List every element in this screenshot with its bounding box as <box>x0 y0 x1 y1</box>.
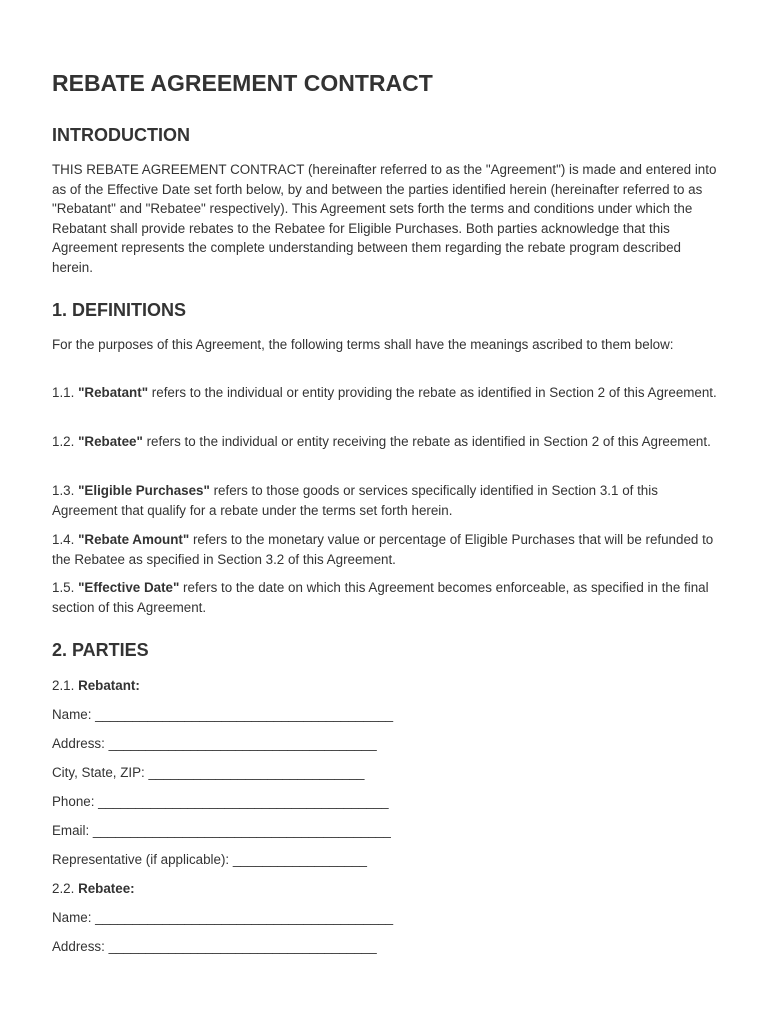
definition-term: "Eligible Purchases" <box>78 483 210 498</box>
subsection-number: 2.1. <box>52 678 79 693</box>
rebatee-subheading <box>52 879 135 899</box>
rebatant-representative-field: Representative (if applicable): __________________ <box>52 852 367 867</box>
definitions-heading: 1. DEFINITIONS <box>52 300 187 320</box>
definition-number: 1.5. <box>52 580 79 595</box>
definition-term: "Effective Date" <box>78 580 180 595</box>
definition-term: "Rebate Amount" <box>78 532 190 547</box>
rebatee-address-field: Address: ____________________________________ <box>52 939 377 954</box>
subsection-label: Rebatee: <box>78 881 135 896</box>
definition-item-eligible-purchases <box>52 481 722 520</box>
definition-number: 1.1. <box>52 385 79 400</box>
rebatee-name-field: Name: ________________________________________ <box>52 910 394 925</box>
definition-text: refers to the date on which this Agreement becomes enforceable, as specified in the final section of this Agreement. <box>52 580 709 615</box>
rebatant-city-state-zip-field: City, State, ZIP: _____________________________ <box>52 765 365 780</box>
rebatant-email-field: Email: ________________________________________ <box>52 823 391 838</box>
definition-item-rebatant <box>52 383 722 403</box>
rebatant-phone-field: Phone: _______________________________________ <box>52 794 389 809</box>
subsection-label: Rebatant: <box>78 678 140 693</box>
rebatant-address-field: Address: ____________________________________ <box>52 736 377 751</box>
definition-text: refers to those goods or services specifically identified in Section 3.1 of this Agreement that qualify for a rebate under the terms set forth herein. <box>52 483 658 518</box>
definition-text: refers to the individual or entity receiving the rebate as identified in Section 2 of this Agreement. <box>142 434 711 449</box>
document-title: REBATE AGREEMENT CONTRACT <box>52 70 433 96</box>
subsection-number: 2.2. <box>52 881 79 896</box>
definition-item-rebatee <box>52 432 722 452</box>
definition-item-rebate-amount <box>52 530 722 569</box>
parties-heading: 2. PARTIES <box>52 640 149 660</box>
rebatant-name-field: Name: ________________________________________ <box>52 707 394 722</box>
definition-term: "Rebatant" <box>78 385 149 400</box>
definition-number: 1.4. <box>52 532 79 547</box>
definitions-intro: For the purposes of this Agreement, the following terms shall have the meanings ascribed to them below: <box>52 337 674 352</box>
definition-number: 1.3. <box>52 483 79 498</box>
definition-text: refers to the individual or entity providing the rebate as identified in Section 2 of this Agreement. <box>148 385 717 400</box>
definition-text: refers to the monetary value or percentage of Eligible Purchases that will be refunded to the Rebatee as specified in Section 3.2 of this Agreement. <box>52 532 714 567</box>
definition-item-effective-date <box>52 578 722 617</box>
introduction-paragraph: THIS REBATE AGREEMENT CONTRACT (hereinafter referred to as the "Agreement") is made and entered into as of the Effective Date set forth below, by and between the parties identified herein (hereinafter referred to as "Rebatant" and "Rebatee" respectively). This Agreement sets forth the terms and conditions under which the Rebatant shall provide rebates to the Rebatee for Eligible Purchases. Both parties acknowledge that this Agreement represents the complete understanding between them regarding the rebate program described herein. <box>52 162 717 275</box>
rebatant-subheading <box>52 676 140 696</box>
introduction-heading: INTRODUCTION <box>52 125 190 145</box>
definition-number: 1.2. <box>52 434 79 449</box>
definition-term: "Rebatee" <box>78 434 143 449</box>
